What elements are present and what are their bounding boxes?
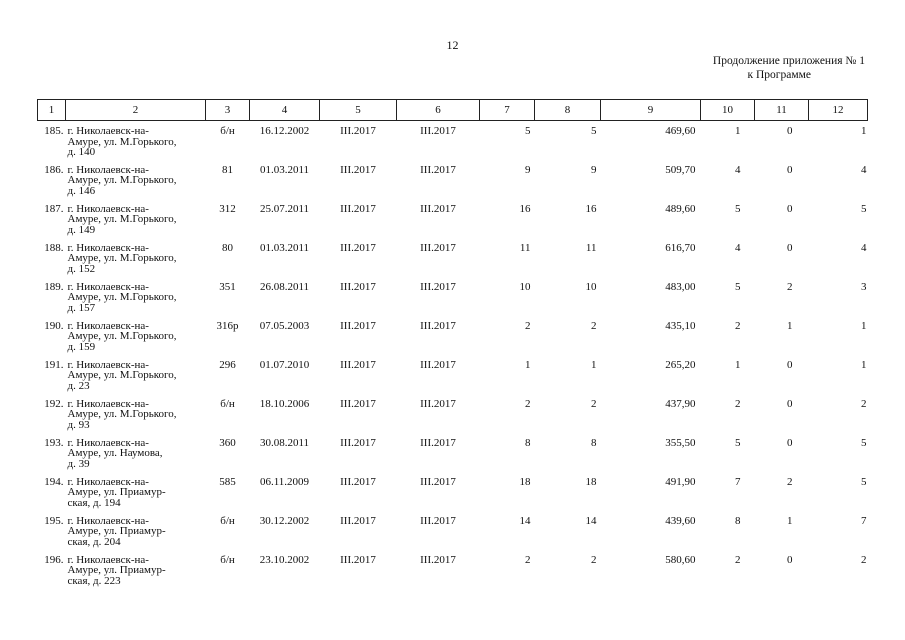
area-cell: 469,60 (665, 125, 696, 137)
col8-cell: 2 (591, 319, 597, 332)
doc-date-cell: 01.07.2010 (259, 358, 310, 371)
period-start-cell: III.2017 (340, 202, 376, 215)
col8-cell: 5 (591, 125, 597, 137)
address-line: г. Николаевск-на- (67, 475, 149, 488)
period-end-cell: III.2017 (420, 358, 456, 371)
header-cell: 6 (397, 100, 480, 121)
address-line: Амуре, ул. Приамур- (67, 564, 166, 576)
row-number: 195. (44, 514, 64, 527)
address-cell (66, 511, 206, 550)
address-line: г. Николаевск-на- (67, 163, 149, 176)
col11-cell: 0 (787, 436, 793, 449)
area-cell: 580,60 (665, 553, 696, 566)
address-cell (66, 433, 206, 472)
period-end-cell: III.2017 (420, 241, 456, 254)
header-cell: 9 (601, 100, 701, 121)
col7-cell: 2 (525, 397, 531, 410)
doc-date-cell: 18.10.2006 (259, 397, 310, 410)
col12-cell: 5 (861, 436, 867, 449)
address-line: д. 159 (67, 340, 96, 353)
col12-cell: 1 (861, 125, 867, 137)
address-line: д. 149 (67, 223, 96, 236)
doc-number-cell: б/н (220, 553, 235, 566)
col10-cell: 2 (735, 553, 741, 566)
header-cell: 8 (535, 100, 601, 121)
col8-cell: 8 (591, 436, 597, 449)
address-cell (66, 550, 206, 589)
table-row (38, 394, 868, 433)
col12-cell: 3 (861, 280, 867, 293)
col11-cell: 0 (787, 202, 793, 215)
col11-cell: 0 (787, 125, 793, 137)
col10-cell: 4 (735, 163, 741, 176)
doc-number-cell: 81 (222, 163, 233, 176)
area-cell: 439,60 (665, 514, 696, 527)
period-start-cell: III.2017 (340, 280, 376, 293)
area-cell: 491,90 (665, 475, 696, 488)
address-line: д. 93 (67, 418, 90, 431)
address-line: г. Николаевск-на- (67, 202, 149, 215)
doc-date-cell: 01.03.2011 (259, 241, 310, 254)
col11-cell: 0 (787, 397, 793, 410)
address-cell (66, 199, 206, 238)
address-cell (66, 316, 206, 355)
period-end-cell: III.2017 (420, 202, 456, 215)
appendix-line-2: к Программе (747, 69, 811, 81)
area-cell: 489,60 (665, 202, 696, 215)
col7-cell: 1 (525, 358, 531, 371)
col12-cell: 1 (861, 319, 867, 332)
doc-number-cell: 312 (219, 202, 236, 215)
col12-cell: 2 (861, 397, 867, 410)
col11-cell: 0 (787, 553, 793, 566)
col7-cell: 8 (525, 436, 531, 449)
row-number: 190. (44, 319, 64, 332)
address-line: Амуре, ул. М.Горького, (67, 135, 177, 148)
header-cell: 12 (809, 100, 868, 121)
address-cell (66, 121, 206, 160)
address-line: г. Николаевск-на- (67, 397, 149, 410)
col11-cell: 0 (787, 163, 793, 176)
address-line: ская, д. 194 (67, 496, 121, 509)
period-end-cell: III.2017 (420, 514, 456, 527)
col10-cell: 7 (735, 475, 741, 488)
col7-cell: 11 (519, 241, 531, 254)
table-row (38, 316, 868, 355)
row-number: 187. (44, 202, 64, 215)
col7-cell: 14 (519, 514, 531, 527)
table-row (38, 433, 868, 472)
col11-cell: 1 (787, 514, 793, 527)
period-start-cell: III.2017 (340, 241, 376, 254)
address-line: Амуре, ул. М.Горького, (67, 252, 177, 264)
col12-cell: 4 (861, 241, 867, 254)
address-line: Амуре, ул. М.Горького, (67, 408, 177, 420)
doc-date-cell: 06.11.2009 (259, 475, 310, 488)
table-row (38, 511, 868, 550)
doc-number-cell: 351 (219, 280, 236, 293)
col7-cell: 5 (525, 125, 531, 137)
col12-cell: 1 (861, 358, 867, 371)
table-header (38, 100, 868, 121)
area-cell: 435,10 (665, 319, 696, 332)
address-line: д. 146 (67, 184, 96, 197)
period-start-cell: III.2017 (340, 397, 376, 410)
address-line: д. 39 (67, 457, 90, 470)
col8-cell: 9 (591, 163, 597, 176)
period-start-cell: III.2017 (340, 436, 376, 449)
header-cell: 10 (701, 100, 755, 121)
area-cell: 355,50 (665, 436, 696, 449)
col10-cell: 4 (735, 241, 741, 254)
address-cell (66, 160, 206, 199)
period-end-cell: III.2017 (420, 553, 456, 566)
table-row (38, 199, 868, 238)
col11-cell: 2 (787, 280, 793, 293)
header-cell: 5 (320, 100, 397, 121)
address-line: д. 140 (67, 146, 96, 158)
col8-cell: 11 (585, 241, 597, 254)
col10-cell: 5 (735, 436, 741, 449)
address-line: Амуре, ул. М.Горького, (67, 291, 177, 303)
address-line: Амуре, ул. Приамур- (67, 486, 166, 498)
header-cell: 1 (38, 100, 66, 121)
col8-cell: 1 (591, 358, 597, 371)
col12-cell: 4 (861, 163, 867, 176)
table-row (38, 355, 868, 394)
header-cell: 3 (206, 100, 250, 121)
col7-cell: 2 (525, 319, 531, 332)
col7-cell: 16 (519, 202, 531, 215)
table-body (38, 121, 868, 589)
address-line: д. 23 (67, 379, 90, 392)
row-number: 191. (44, 358, 64, 371)
address-line: г. Николаевск-на- (67, 553, 149, 566)
row-number: 194. (44, 475, 64, 488)
period-end-cell: III.2017 (420, 125, 456, 137)
doc-date-cell: 16.12.2002 (259, 125, 310, 137)
col8-cell: 10 (585, 280, 597, 293)
period-start-cell: III.2017 (340, 475, 376, 488)
address-line: Амуре, ул. Наумова, (67, 447, 163, 459)
area-cell: 616,70 (665, 241, 696, 254)
col10-cell: 1 (735, 358, 741, 371)
col10-cell: 2 (735, 319, 741, 332)
page-number: 12 (446, 38, 459, 52)
address-line: ская, д. 223 (67, 574, 121, 587)
doc-date-cell: 25.07.2011 (259, 202, 310, 215)
period-end-cell: III.2017 (420, 397, 456, 410)
col8-cell: 2 (591, 397, 597, 410)
address-line: г. Николаевск-на- (67, 125, 149, 137)
col10-cell: 5 (735, 202, 741, 215)
doc-number-cell: 80 (222, 241, 233, 254)
address-cell (66, 394, 206, 433)
col10-cell: 2 (735, 397, 741, 410)
table-row (38, 277, 868, 316)
col11-cell: 2 (787, 475, 793, 488)
doc-number-cell: б/н (220, 125, 235, 137)
row-number: 188. (44, 241, 64, 254)
period-start-cell: III.2017 (340, 125, 376, 137)
address-line: г. Николаевск-на- (67, 280, 149, 293)
area-cell: 509,70 (665, 163, 696, 176)
table-row (38, 550, 868, 589)
period-start-cell: III.2017 (340, 514, 376, 527)
col8-cell: 2 (591, 553, 597, 566)
col8-cell: 16 (585, 202, 597, 215)
col10-cell: 8 (735, 514, 741, 527)
period-start-cell: III.2017 (340, 553, 376, 566)
address-line: г. Николаевск-на- (67, 514, 149, 527)
col12-cell: 5 (861, 475, 867, 488)
doc-date-cell: 01.03.2011 (259, 163, 310, 176)
period-start-cell: III.2017 (340, 358, 376, 371)
period-end-cell: III.2017 (420, 436, 456, 449)
col7-cell: 18 (519, 475, 531, 488)
row-number: 193. (44, 436, 64, 449)
address-line: Амуре, ул. Приамур- (67, 525, 166, 537)
col12-cell: 7 (861, 514, 867, 527)
address-cell (66, 355, 206, 394)
address-line: Амуре, ул. М.Горького, (67, 369, 177, 381)
period-start-cell: III.2017 (340, 319, 376, 332)
col10-cell: 5 (735, 280, 741, 293)
address-cell (66, 472, 206, 511)
address-line: Амуре, ул. М.Горького, (67, 174, 177, 186)
program-table (37, 99, 868, 589)
address-line: д. 152 (67, 262, 96, 275)
doc-date-cell: 26.08.2011 (259, 280, 310, 293)
col7-cell: 2 (525, 553, 531, 566)
address-line: г. Николаевск-на- (67, 436, 149, 449)
header-cell: 2 (66, 100, 206, 121)
table-row (38, 121, 868, 160)
doc-date-cell: 30.08.2011 (259, 436, 310, 449)
area-cell: 437,90 (665, 397, 696, 410)
doc-number-cell: 316р (216, 319, 239, 332)
doc-number-cell: 360 (219, 436, 236, 449)
address-line: г. Николаевск-на- (67, 319, 149, 332)
address-line: Амуре, ул. М.Горького, (67, 213, 177, 225)
address-cell (66, 277, 206, 316)
area-cell: 265,20 (665, 358, 696, 371)
row-number: 196. (44, 553, 64, 566)
header-cell: 7 (480, 100, 535, 121)
appendix-caption (713, 54, 865, 82)
doc-date-cell: 07.05.2003 (259, 319, 310, 332)
doc-number-cell: б/н (220, 514, 235, 527)
table-row (38, 160, 868, 199)
table-row (38, 472, 868, 511)
doc-number-cell: 296 (219, 358, 236, 371)
row-number: 192. (44, 397, 64, 410)
col11-cell: 0 (787, 358, 793, 371)
address-line: г. Николаевск-на- (67, 358, 149, 371)
period-end-cell: III.2017 (420, 163, 456, 176)
address-line: д. 157 (67, 301, 96, 314)
header-cell: 4 (250, 100, 320, 121)
doc-number-cell: б/н (220, 397, 235, 410)
address-cell (66, 238, 206, 277)
col12-cell: 5 (861, 202, 867, 215)
period-end-cell: III.2017 (420, 280, 456, 293)
col12-cell: 2 (861, 553, 867, 566)
col8-cell: 18 (585, 475, 597, 488)
col11-cell: 1 (787, 319, 793, 332)
col11-cell: 0 (787, 241, 793, 254)
row-number: 189. (44, 280, 64, 293)
address-line: Амуре, ул. М.Горького, (67, 330, 177, 342)
col7-cell: 9 (525, 163, 531, 176)
period-end-cell: III.2017 (420, 475, 456, 488)
period-start-cell: III.2017 (340, 163, 376, 176)
col7-cell: 10 (519, 280, 531, 293)
row-number: 185. (44, 125, 64, 137)
table-row (38, 238, 868, 277)
doc-date-cell: 30.12.2002 (259, 514, 310, 527)
col10-cell: 1 (735, 125, 741, 137)
doc-date-cell: 23.10.2002 (259, 553, 310, 566)
address-line: ская, д. 204 (67, 535, 121, 548)
col8-cell: 14 (585, 514, 597, 527)
appendix-line-1: Продолжение приложения № 1 (712, 55, 865, 67)
doc-number-cell: 585 (219, 475, 236, 488)
area-cell: 483,00 (665, 280, 696, 293)
header-cell: 11 (755, 100, 809, 121)
address-line: г. Николаевск-на- (67, 241, 149, 254)
period-end-cell: III.2017 (420, 319, 456, 332)
row-number: 186. (44, 163, 64, 176)
